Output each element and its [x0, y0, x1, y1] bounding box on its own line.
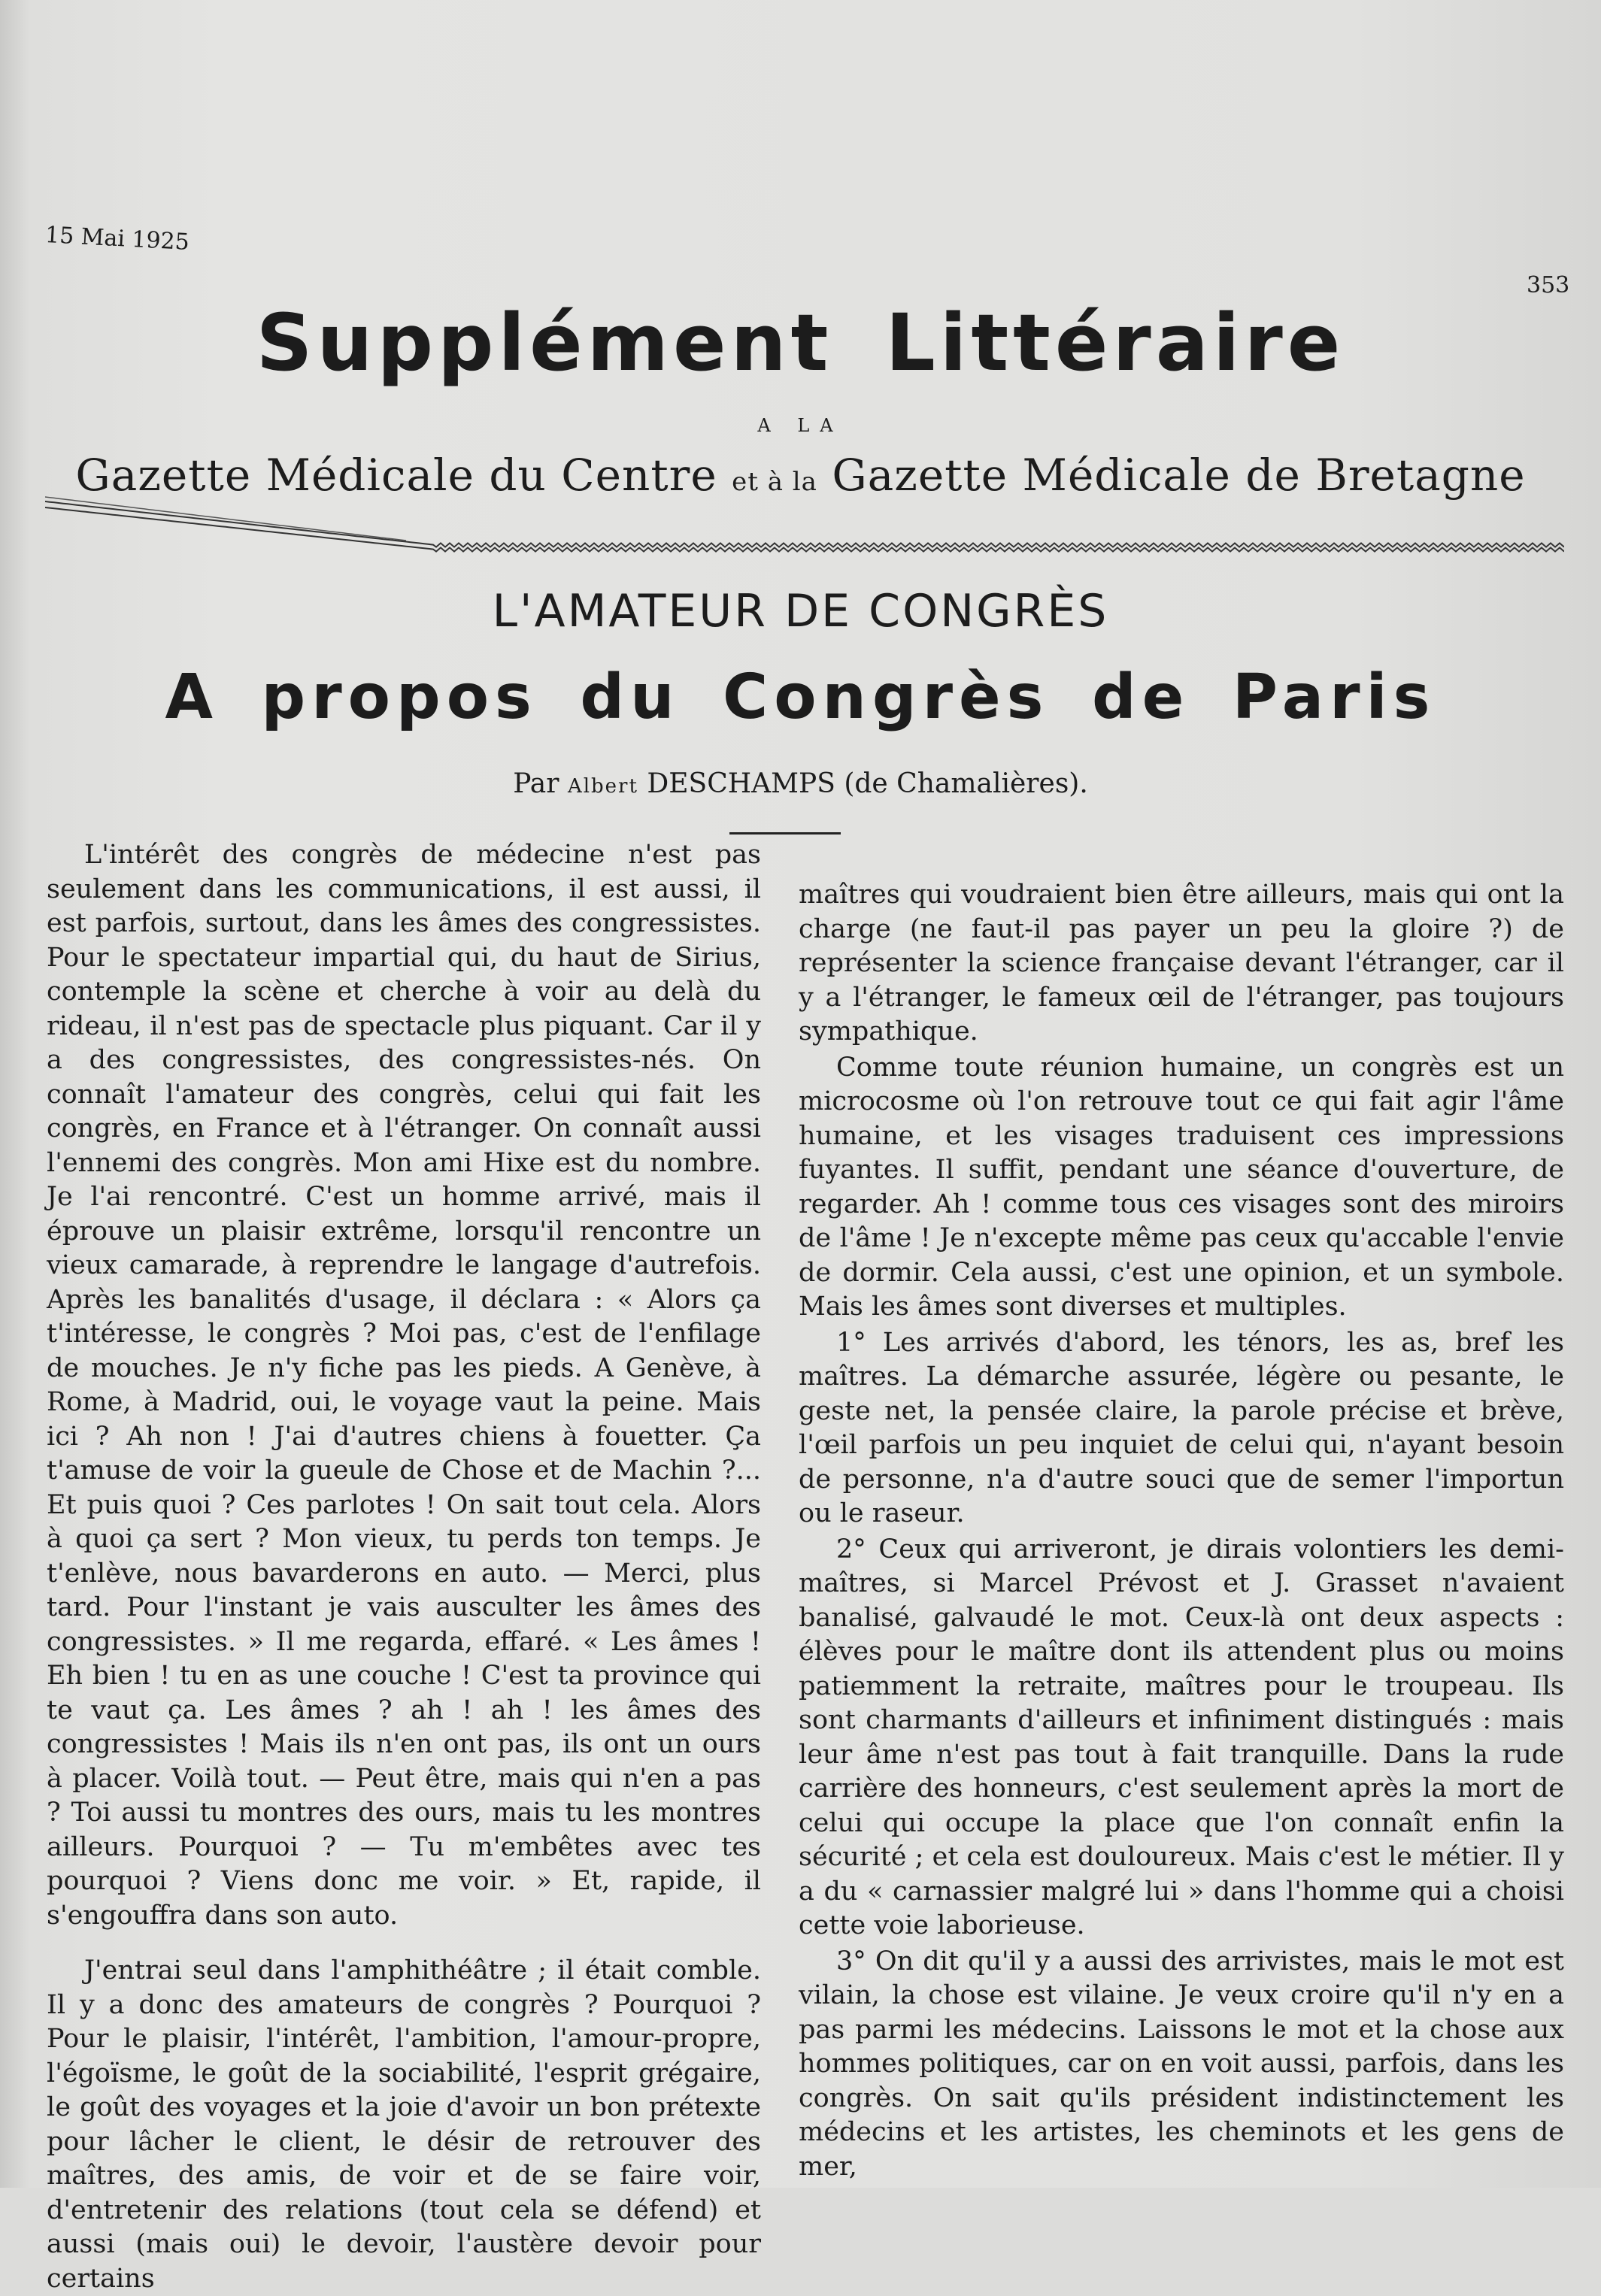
byline-suffix: (de Chamalières). — [844, 768, 1088, 799]
paragraph: 2° Ceux qui arriveront, je dirais volontiers les demi-maîtres, si Marcel Prévost et J. Grasset n'avaient banalisé, galvaudé le mot. Ceux-là ont deux aspects : élèves pour le maître dont ils attendent plus ou moins patiemment la retraite, maîtres pour le troupeau. Ils sont charmants d'ailleurs et infiniment distingués : mais leur âme n'est pas tout à fait tranquille. Dans la rude carrière des honneurs, c'est seulement après la mort de celui qui occupe la place que l'on connaît enfin la sécurité ; et cela est douloureux. Mais c'est le métier. Il y a du « carnassier malgré lui » dans l'homme qui a choisi cette voie laborieuse. — [799, 1534, 1564, 1940]
gazette-bretagne: Gazette Médicale de Bretagne — [832, 450, 1526, 501]
issue-date: 15 Mai 1925 — [44, 222, 190, 256]
article-kicker: L'AMATEUR DE CONGRÈS — [492, 585, 1109, 638]
paragraph: maîtres qui voudraient bien être ailleurs, mais qui ont la charge (ne faut-il pas payer un peu la gloire ?) de représenter la science française devant l'étranger, car il y a l'étranger, le fameux œil de l'étranger, pas toujours sympathique. — [799, 880, 1564, 1047]
article-headline: A propos du Congrès de Paris — [165, 662, 1436, 733]
right-column — [799, 878, 1564, 2184]
gazette-connector: et à la — [732, 467, 817, 497]
page-number: 353 — [1527, 272, 1570, 298]
decorative-wavy-rule — [45, 492, 1564, 553]
gazette-centre: Gazette Médicale du Centre — [75, 450, 717, 501]
byline-lastname: DESCHAMPS — [647, 768, 835, 799]
byline-prefix: Par — [513, 768, 559, 799]
paragraph: Comme toute réunion humaine, un congrès est un microcosme où l'on retrouve tout ce qui fait agir l'âme humaine, et les visages traduisent ces impressions fuyantes. Il suffit, pendant une séance d'ouverture, de regarder. Ah ! comme tous ces visages sont des miroirs de l'âme ! Je n'excepte même pas ceux qu'accable l'envie de dormir. Cela aussi, c'est une opinion, et un symbole. Mais les âmes sont diverses et multiples. — [799, 1052, 1564, 1322]
paragraph: J'entrai seul dans l'amphithéâtre ; il était comble. Il y a donc des amateurs de congrès ? Pourquoi ? Pour le plaisir, l'intérêt, l'ambition, l'amour-propre, l'égoïsme, le goût de la sociabilité, l'esprit grégaire, le goût des voyages et la joie d'avoir un bon prétexte pour lâcher le client, le désir de retrouver des maîtres, des amis, de voir et de se faire voir, d'entretenir des relations (tout cela se défend) et aussi (mais oui) le devoir, l'austère devoir pour certains — [47, 1955, 761, 2294]
paragraph: 1° Les arrivés d'abord, les ténors, les as, bref les maîtres. La démarche assurée, légère ou pesante, le geste net, la pensée claire, la parole précise et brève, l'œil parfois un peu inquiet de celui qui, n'ayant besoin de personne, n'a d'autre souci que de semer l'importun ou le raseur. — [799, 1327, 1564, 1528]
article-byline — [0, 768, 1601, 799]
paragraph: 3° On dit qu'il y a aussi des arrivistes, mais le mot est vilain, la chose est vilaine. Je veux croire qu'il n'y en a pas parmi les médecins. Laissons le mot et la chose aux hommes politiques, car on en voit aussi, parfois, dans les congrès. On sait qu'ils président indistinctement les médecins et les artistes, les cheminots et les gens de mer, — [799, 1946, 1564, 2182]
title-divider — [729, 832, 841, 834]
a-la-label: A LA — [757, 415, 844, 436]
supplement-title: Supplément Littéraire — [256, 297, 1345, 389]
paragraph: L'intérêt des congrès de médecine n'est pas seulement dans les communications, il est aussi, il est parfois, surtout, dans les âmes des congressistes. Pour le spectateur impartial qui, du haut de Sirius, contemple la scène et cherche à voir au delà du rideau, il n'est pas de spectacle plus piquant. Car il y a des congressistes, des congressistes-nés. On connaît l'amateur des congrès, celui qui fait les congrès, en France et à l'étranger. On connaît aussi l'ennemi des congrès. Mon ami Hixe est du nombre. Je l'ai rencontré. C'est un homme arrivé, mais il éprouve un plaisir extrême, lorsqu'il rencontre un vieux camarade, à reprendre le langage d'autrefois. Après les banalités d'usage, il déclara : « Alors ça t'intéresse, le congrès ? Moi pas, c'est de l'enfilage de mouches. Je n'y fiche pas les pieds. A Genève, à Rome, à Madrid, oui, le voyage vaut la peine. Mais ici ? Ah non ! J'ai d'autres chiens à fouetter. Ça t'amuse de voir la gueule de Chose et de Machin ?... Et puis quoi ? Ces parlotes ! On sait tout cela. Alors à quoi ça sert ? Mon vieux, tu perds ton temps. Je t'enlève, nous bavarderons en auto. — Merci, plus tard. Pour l'instant je vais ausculter les âmes des congressistes. » Il me regarda, effaré. « Les âmes ! Eh bien ! tu en as une couche ! C'est ta province qui te vaut ça. Les âmes ? ah ! ah ! les âmes des congressistes ! Mais ils n'en ont pas, ils ont un ours à placer. Voilà tout. — Peut être, mais qui n'en a pas ? Toi aussi tu montres des ours, mais tu les montres ailleurs. Pourquoi ? — Tu m'embêtes avec tes pourquoi ? Viens donc me voir. » Et, rapide, il s'engouffra dans son auto. — [47, 840, 761, 1931]
left-column — [47, 838, 761, 2296]
byline-firstname: Albert — [567, 775, 638, 798]
